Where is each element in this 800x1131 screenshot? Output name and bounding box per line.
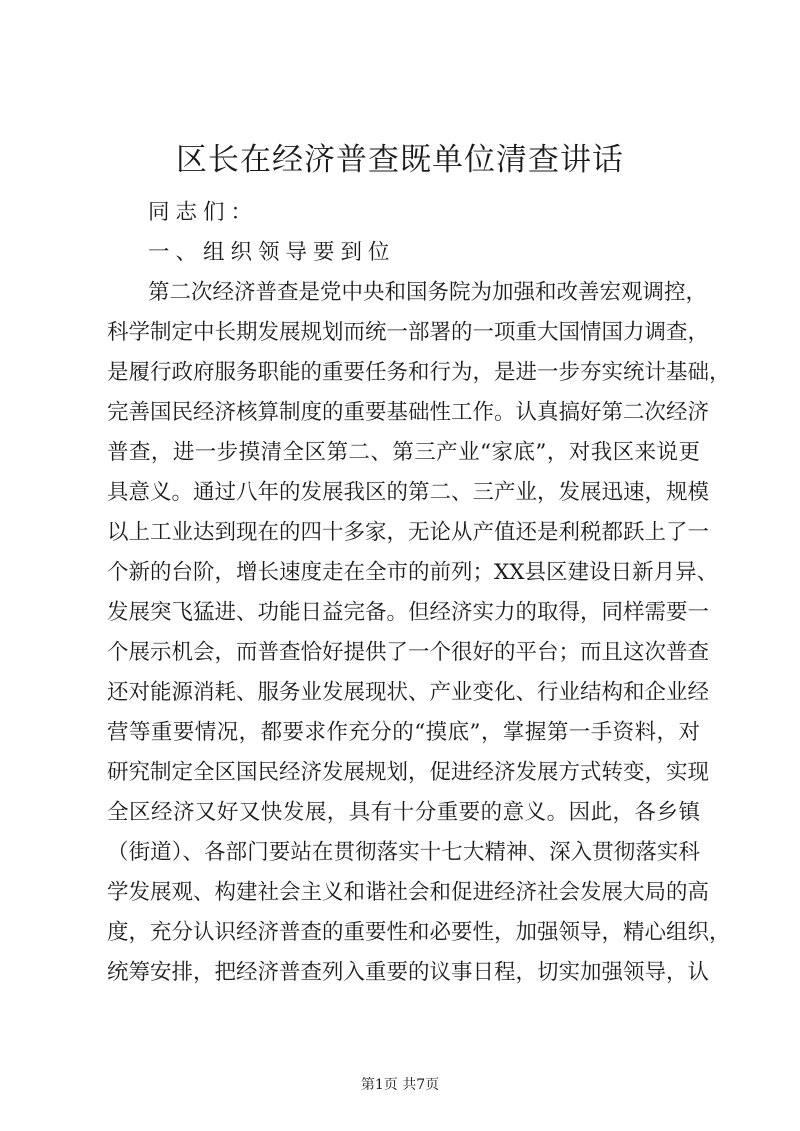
- greeting: 同志们：: [148, 200, 259, 225]
- section-heading: 一、组织领导要到位: [148, 240, 396, 265]
- paragraph-line: 营等重要情况，都要求作充分的“摸底”，掌握第一手资料，对: [107, 720, 700, 745]
- paragraph-line: 还对能源消耗、服务业发展现状、产业变化、行业结构和企业经: [107, 680, 710, 705]
- paragraph-line: 第二次经济普查是党中央和国务院为加强和改善宏观调控，: [148, 280, 708, 305]
- paragraph-line: 度，充分认识经济普查的重要性和必要性，加强领导，精心组织，: [107, 920, 731, 945]
- page-footer: 第1页 共7页: [360, 1077, 440, 1093]
- paragraph-line: 是履行政府服务职能的重要任务和行为，是进一步夯实统计基础，: [107, 360, 731, 385]
- paragraph-line: 具意义。通过八年的发展我区的第二、三产业，发展迅速，规模: [107, 480, 710, 505]
- paragraph-line: 完善国民经济核算制度的重要基础性工作。认真搞好第二次经济: [107, 400, 710, 425]
- paragraph-line: 研究制定全区国民经济发展规划，促进经济发展方式转变，实现: [107, 760, 710, 785]
- paragraph-line: 个新的台阶，增长速度走在全市的前列；XX县区建设日新月异、: [107, 560, 719, 585]
- paragraph-line: 学发展观、构建社会主义和谐社会和促进经济社会发展大局的高: [107, 880, 710, 905]
- document-title: 区长在经济普查既单位清查讲话: [176, 142, 624, 178]
- paragraph-line: 发展突飞猛进、功能日益完备。但经济实力的取得，同样需要一: [107, 600, 710, 625]
- paragraph-line: （街道）、各部门要站在贯彻落实十七大精神、深入贯彻落实科: [107, 840, 700, 865]
- paragraph-line: 科学制定中长期发展规划而统一部署的一项重大国情国力调查，: [107, 320, 710, 345]
- paragraph-line: 以上工业达到现在的四十多家，无论从产值还是利税都跃上了一: [107, 520, 710, 545]
- paragraph-line: 普查，进一步摸清全区第二、第三产业“家底”，对我区来说更: [107, 440, 700, 465]
- paragraph-line: 个展示机会，而普查恰好提供了一个很好的平台；而且这次普查: [107, 640, 710, 665]
- paragraph-line: 统筹安排，把经济普查列入重要的议事日程，切实加强领导，认: [107, 960, 710, 985]
- paragraph-line: 全区经济又好又快发展，具有十分重要的意义。因此，各乡镇: [107, 800, 700, 825]
